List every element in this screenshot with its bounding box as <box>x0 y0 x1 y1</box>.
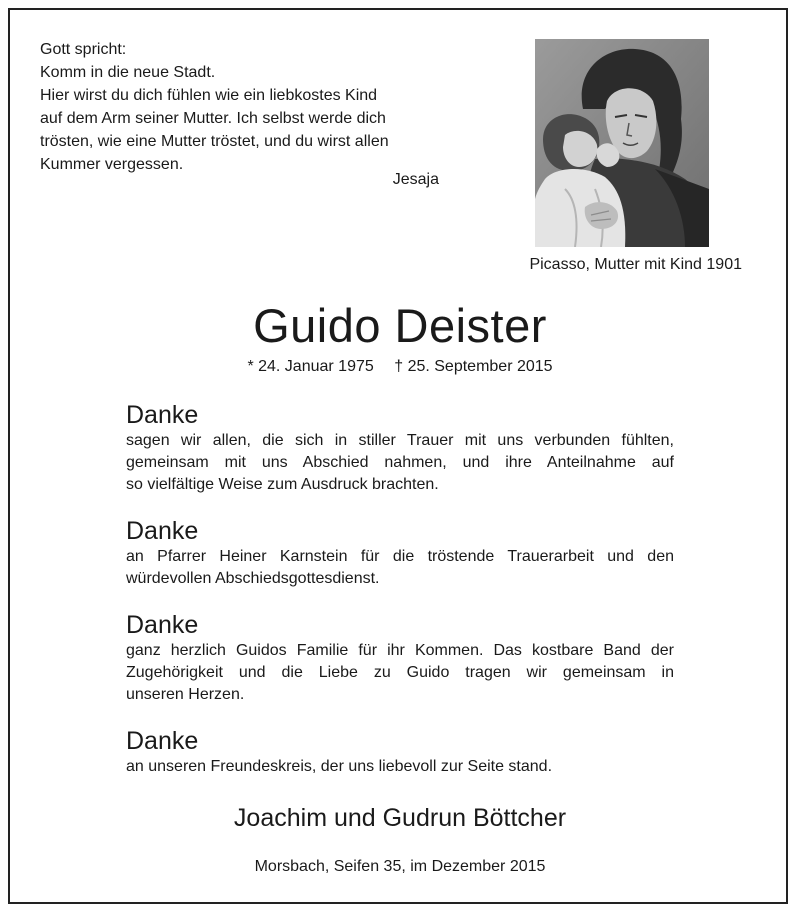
thanks-block <box>126 610 674 706</box>
quote-line: Hier wirst du dich fühlen wie ein liebkostes Kind <box>40 87 378 104</box>
image-caption: Picasso, Mutter mit Kind 1901 <box>529 256 742 273</box>
life-dates <box>0 358 800 376</box>
thanks-heading: Danke <box>126 611 199 639</box>
thanks-line: an unseren Freundeskreis, der uns liebevoll zur Seite stand. <box>126 758 553 775</box>
thanks-block <box>126 726 674 778</box>
thanks-line: ganz herzlich Guidos Familie für ihr Kommen. Das kostbare Band der <box>126 642 674 659</box>
deceased-name: Guido Deister <box>253 299 547 352</box>
bible-quote <box>40 38 460 188</box>
thanks-text <box>126 640 674 706</box>
thanks-block <box>126 400 674 496</box>
thanks-block <box>126 516 674 590</box>
thanks-text <box>126 430 674 496</box>
quote-line: Kummer vergessen. <box>40 156 184 173</box>
thanks-line: Zugehörigkeit und die Liebe zu Guido tragen wir gemeinsam in <box>126 664 674 681</box>
thanks-line: an Pfarrer Heiner Karnstein für die tröstende Trauerarbeit und den <box>126 548 674 565</box>
thanks-line: unseren Herzen. <box>126 686 245 703</box>
place-and-date: Morsbach, Seifen 35, im Dezember 2015 <box>254 858 546 875</box>
birth-date: * 24. Januar 1975 <box>247 358 374 375</box>
mother-child-painting <box>535 39 709 247</box>
signature: Joachim und Gudrun Böttcher <box>233 804 567 832</box>
quote-author: Jesaja <box>392 171 439 188</box>
thanks-line: so vielfältige Weise zum Ausdruck brachten. <box>126 476 439 493</box>
thanks-heading: Danke <box>126 727 199 755</box>
thanks-text <box>126 546 674 590</box>
quote-line: trösten, wie eine Mutter tröstet, und du wirst allen <box>40 133 389 150</box>
thanks-line: sagen wir allen, die sich in stiller Trauer mit uns verbunden fühlten, <box>126 432 674 449</box>
thanks-heading: Danke <box>126 401 199 429</box>
thanks-heading: Danke <box>126 517 199 545</box>
quote-line: auf dem Arm seiner Mutter. Ich selbst werde dich <box>40 110 386 127</box>
thanks-text <box>126 756 674 778</box>
thanks-line: würdevollen Abschiedsgottesdienst. <box>126 570 380 587</box>
death-date: † 25. September 2015 <box>394 358 553 375</box>
quote-line: Komm in die neue Stadt. <box>40 64 216 81</box>
thanks-line: gemeinsam mit uns Abschied nahmen, und ihre Anteilnahme auf <box>126 454 674 471</box>
quote-line: Gott spricht: <box>40 41 127 58</box>
